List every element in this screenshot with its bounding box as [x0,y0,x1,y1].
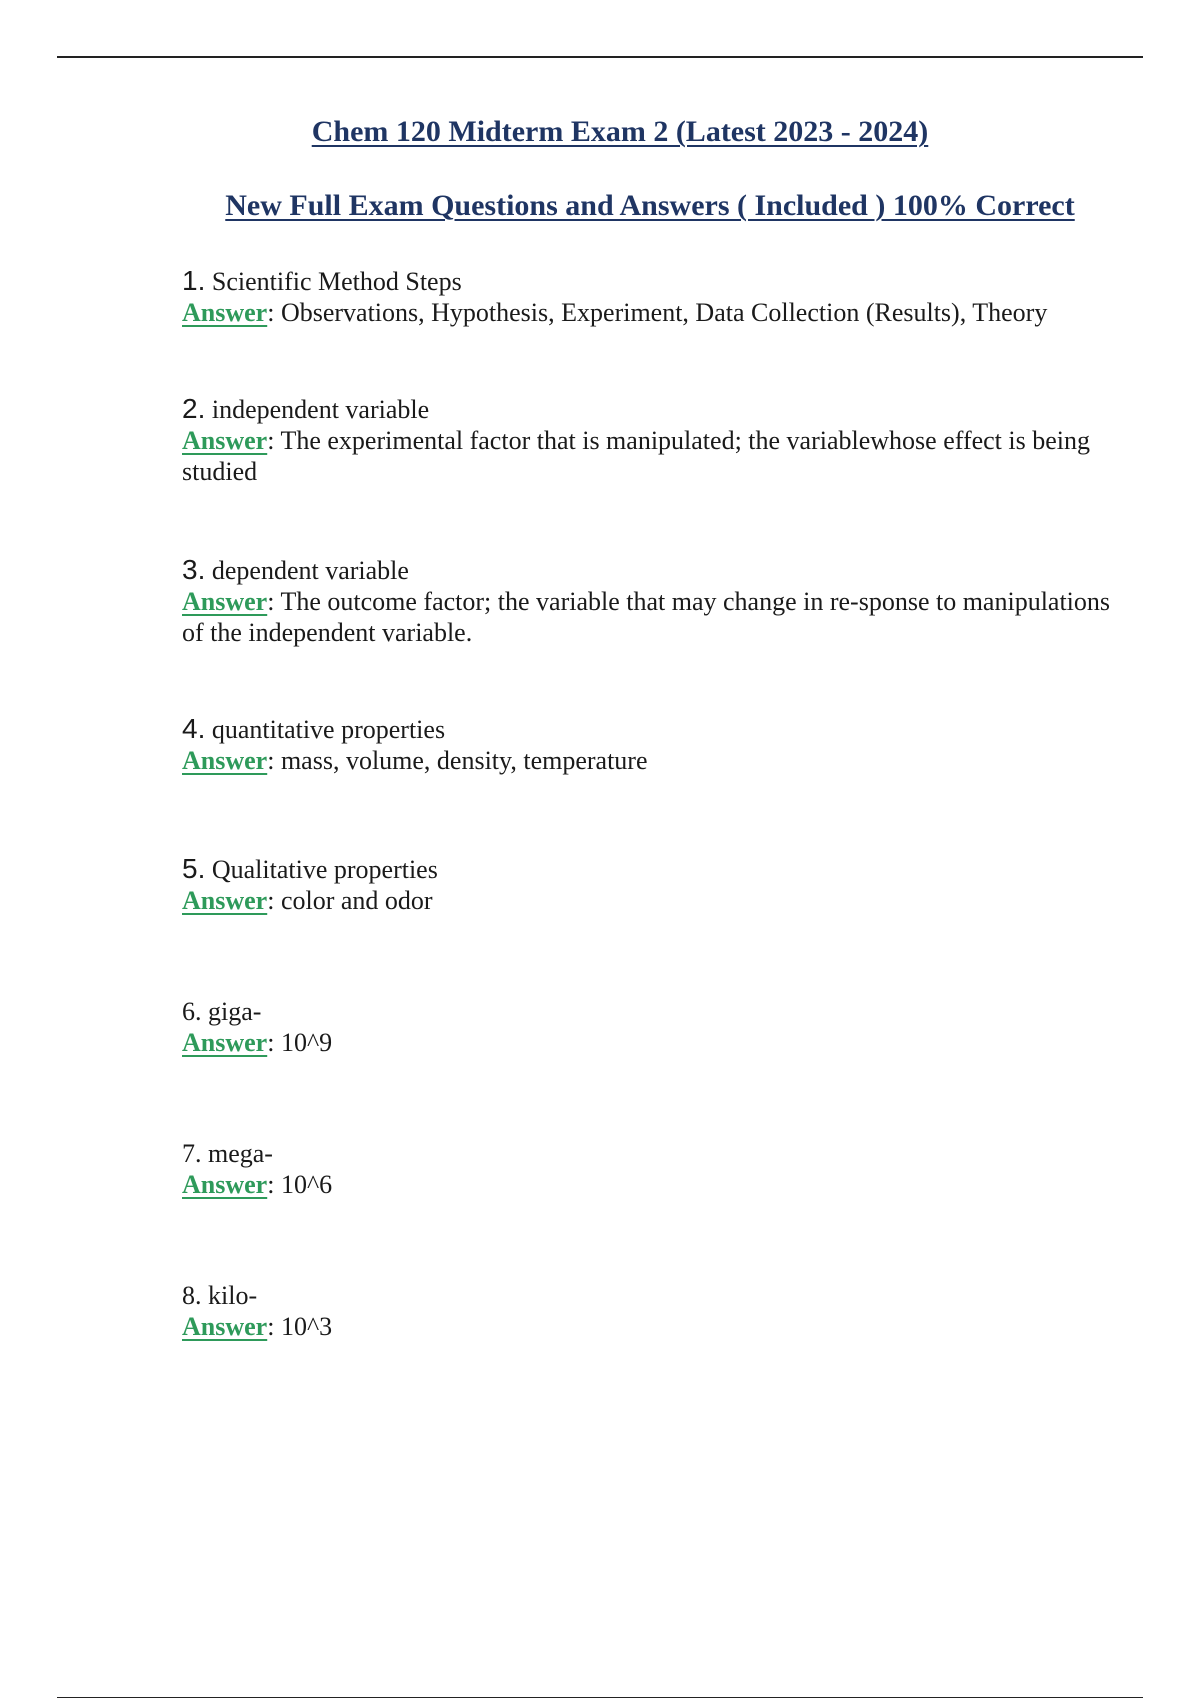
qa-item-3 [182,554,1122,648]
answer-line [182,745,1122,776]
question-number: 3. [182,554,206,585]
question-line [182,853,1122,885]
question-line [182,1138,1122,1169]
answer-label: Answer [182,1028,268,1057]
question-line [182,554,1122,586]
answer-line [182,425,1122,487]
qa-item-5 [182,853,1122,916]
answer-text: : color and odor [267,886,433,915]
answer-text: : 10^6 [267,1170,333,1199]
top-rule [57,56,1143,58]
answer-label: Answer [182,1312,268,1341]
answer-text: : The outcome factor; the variable that may change in re-sponse to manipulations of the independent variable. [182,587,1111,647]
question-line [182,265,1122,297]
answer-line [182,1311,1122,1342]
answer-label: Answer [182,426,268,455]
question-text: Qualitative properties [211,855,438,884]
question-number: 1. [182,265,206,296]
answer-line [182,1169,1122,1200]
question-number: 7. [182,1139,202,1168]
answer-line [182,1027,1122,1058]
answer-text: : mass, volume, density, temperature [267,746,648,775]
answer-text: : 10^9 [267,1028,333,1057]
answer-line [182,586,1122,648]
question-text: kilo- [208,1281,258,1310]
answer-text: : Observations, Hypothesis, Experiment, Data Collection (Results), Theory [267,298,1048,327]
question-line [182,393,1122,425]
page-title: Chem 120 Midterm Exam 2 (Latest 2023 - 2024) [311,115,929,148]
answer-label: Answer [182,1170,268,1199]
answer-text: : 10^3 [267,1312,333,1341]
question-line [182,996,1122,1027]
question-number: 8. [182,1281,202,1310]
question-line [182,1280,1122,1311]
bottom-rule [57,1697,1143,1698]
question-text: Scientific Method Steps [211,267,462,296]
qa-item-7 [182,1138,1122,1200]
question-text: dependent variable [211,556,409,585]
qa-item-2 [182,393,1122,487]
answer-label: Answer [182,746,268,775]
qa-item-6 [182,996,1122,1058]
answer-label: Answer [182,886,268,915]
question-text: independent variable [211,395,430,424]
qa-item-4 [182,713,1122,776]
question-number: 4. [182,713,206,744]
answer-line [182,885,1122,916]
answer-label: Answer [182,587,268,616]
question-text: giga- [208,997,262,1026]
qa-item-8 [182,1280,1122,1342]
answer-line [182,297,1122,328]
answer-text: : The experimental factor that is manipulated; the variablewhose effect is being studied [182,426,1091,486]
question-number: 5. [182,853,206,884]
qa-item-1 [182,265,1122,328]
question-text: quantitative properties [211,715,446,744]
question-number: 2. [182,393,206,424]
page-subtitle: New Full Exam Questions and Answers ( Included ) 100% Correct [225,189,1075,222]
question-number: 6. [182,997,202,1026]
question-text: mega- [208,1139,273,1168]
answer-label: Answer [182,298,268,327]
question-line [182,713,1122,745]
